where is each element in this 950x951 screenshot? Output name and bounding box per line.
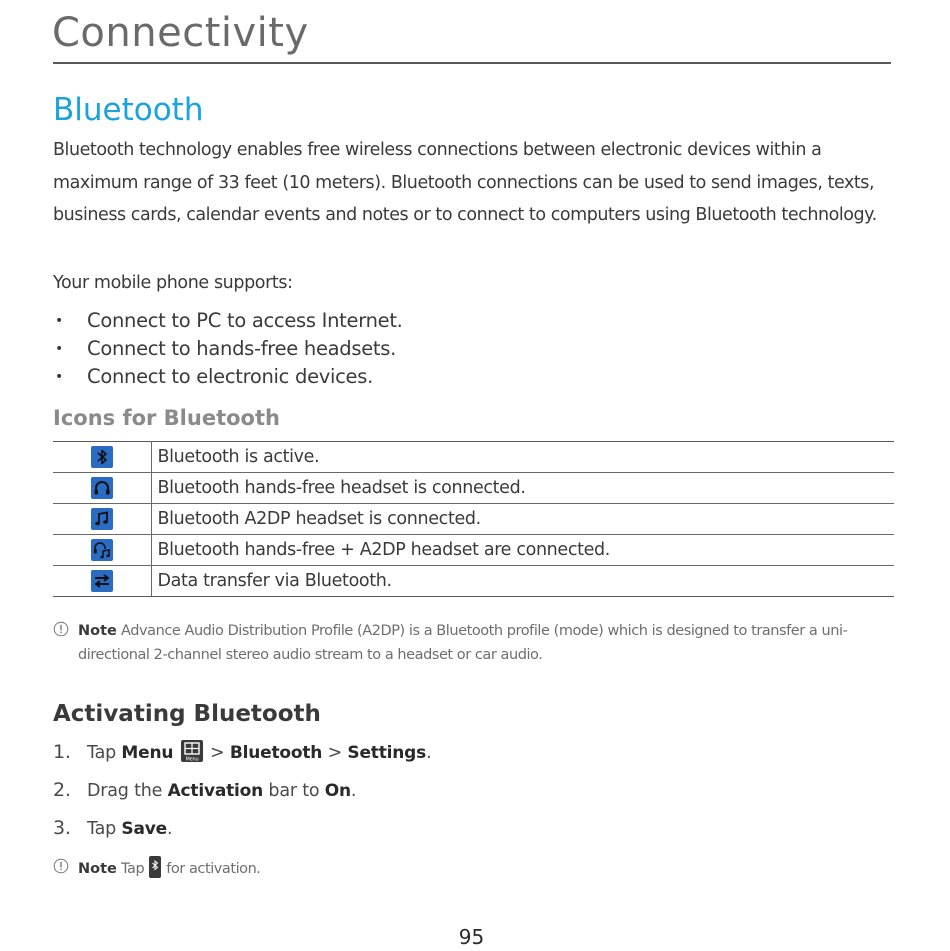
table-row [53,566,894,597]
note-a2dp [53,619,883,667]
headset-icon [91,477,113,499]
table-cell: Data transfer via Bluetooth. [151,566,894,597]
table-cell: Bluetooth is active. [151,442,894,473]
step-text: Drag the [87,781,163,801]
note-activation [53,856,260,881]
note-label: Note [78,623,117,639]
bluetooth-icon [91,446,113,468]
music-note-icon [91,508,113,530]
on-label: On [324,781,351,801]
table-cell: Bluetooth hands-free + A2DP headset are connected. [151,535,894,566]
note-text: Tap [121,861,145,877]
list-item-text: Connect to electronic devices. [87,365,374,388]
table-row [53,504,894,535]
step-number: 2. [53,779,71,801]
icons-heading: Icons for Bluetooth [53,406,280,430]
step-number: 1. [53,741,71,763]
table-cell: Bluetooth hands-free headset is connected. [151,473,894,504]
icons-table [53,441,894,597]
supports-label: Your mobile phone supports: [53,273,293,293]
chapter-title: Connectivity [52,10,309,56]
list-item [53,816,431,854]
table-row [53,473,894,504]
step-number: 3. [53,817,71,839]
step-text: > [210,743,225,763]
chapter-divider [53,62,891,64]
save-label: Save [121,819,167,839]
support-list [53,307,403,391]
list-item [53,363,403,391]
list-item-text: Connect to hands-free headsets. [87,337,397,360]
bullet-icon: • [55,341,63,357]
step-text: . [350,781,357,801]
list-item [53,778,431,816]
step-text: Tap [87,819,117,839]
step-text: > [327,743,343,763]
menu-icon [181,740,203,762]
intro-paragraph: Bluetooth technology enables free wireless connections between electronic devices within a maximum range of 33 feet (10 meters). Bluetooth connections can be used to send images, texts, business cards, calendar events and notes or to connect to computers using Bluetooth technology. [53,140,877,225]
bullet-icon: • [55,313,63,329]
activation-label: Activation [167,781,264,801]
bullet-icon: • [55,369,63,385]
step-text: bar to [268,781,320,801]
info-icon [53,621,69,637]
list-item [53,335,403,363]
table-row [53,535,894,566]
table-row [53,442,894,473]
list-item-text: Connect to PC to access Internet. [87,309,403,332]
bluetooth-toggle-icon [149,856,161,878]
transfer-arrows-icon [91,570,113,592]
info-icon [53,858,69,874]
note-text: Advance Audio Distribution Profile (A2DP) is a Bluetooth profile (mode) which is designed to transfer a uni-directional 2-channel stereo audio stream to a headset or car audio. [78,623,848,663]
settings-label: Settings [347,743,427,763]
bluetooth-label: Bluetooth [229,743,323,763]
step-text: Tap [87,743,117,763]
menu-label: Menu [121,743,174,763]
list-item [53,740,431,778]
note-text: for activation. [166,861,261,877]
section-title: Bluetooth [53,92,204,128]
page-number: 95 [458,925,485,949]
steps-list [53,740,431,854]
note-label: Note [78,861,117,877]
activating-heading: Activating Bluetooth [53,701,321,727]
menu-icon-caption: Menu [185,756,199,762]
step-text: . [166,819,173,839]
list-item [53,307,403,335]
headset-music-icon [91,539,113,561]
step-text: . [426,743,432,763]
table-cell: Bluetooth A2DP headset is connected. [151,504,894,535]
